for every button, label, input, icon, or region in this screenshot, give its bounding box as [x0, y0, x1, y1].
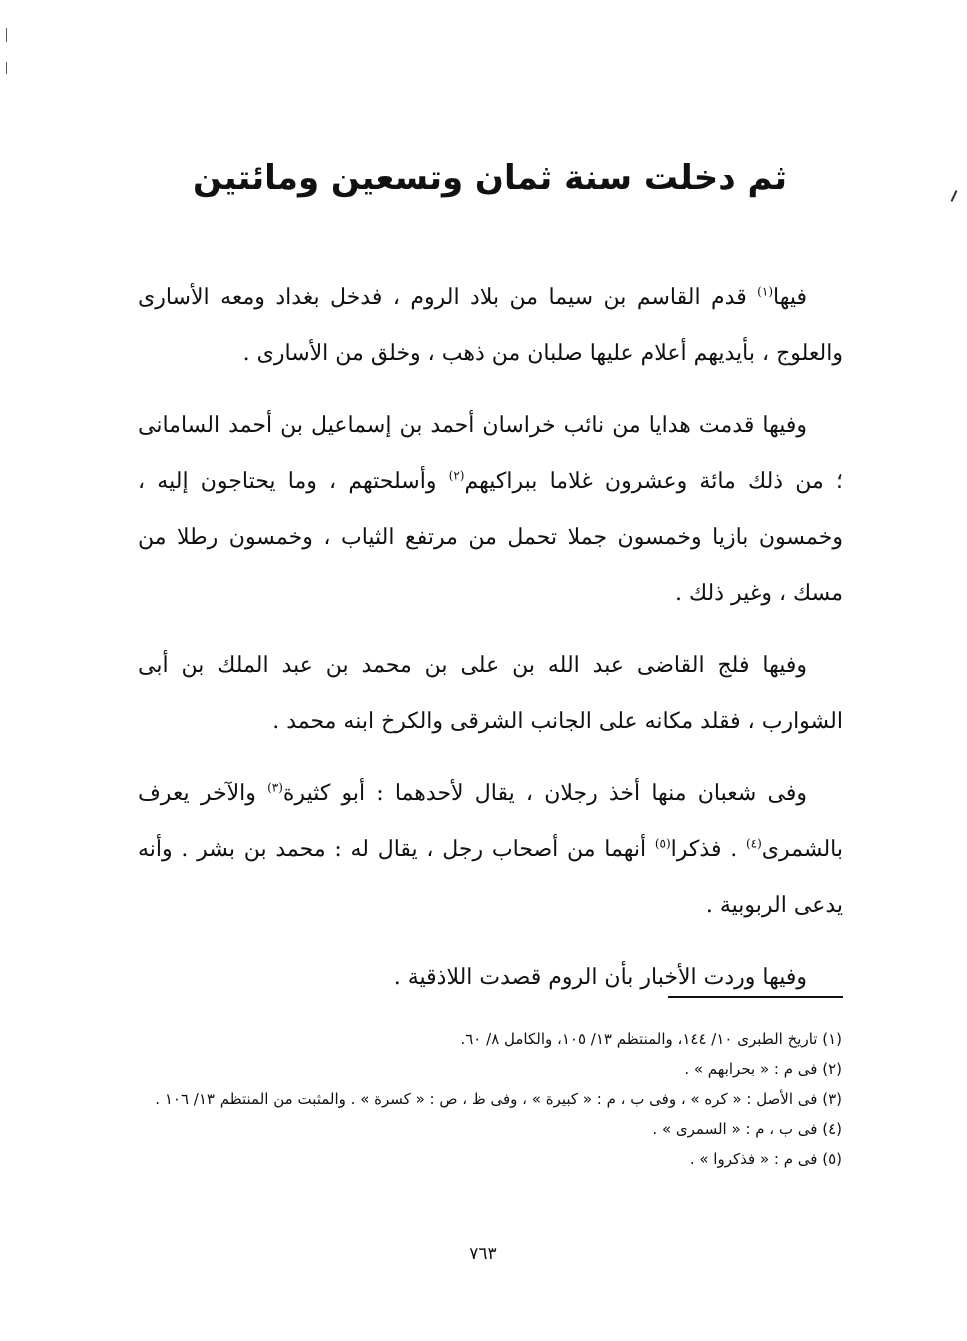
footnote-4: (٤) فى ب ، م : « السمرى » . — [652, 1120, 842, 1138]
body-text — [138, 270, 843, 1022]
paragraph-1: فيها$^{(١)}$ قدم القاسم بن سيما من بلاد الروم ، فدخل بغداد ومعه الأسارى والعلوج ، بأيديهم أعلام عليها صلبان من ذهب ، وخلق من الأسارى . — [138, 284, 843, 366]
scan-edge-mark — [6, 28, 7, 42]
footnote-ref: (٤) — [745, 836, 762, 851]
scan-stray-mark — [951, 190, 958, 202]
footnote-ref: (٣) — [267, 780, 283, 795]
footnote-separator — [668, 996, 843, 998]
paragraph-3: وفيها فلج القاضى عبد الله بن على بن محمد بن عبد الملك بن أبى الشوارب ، فقلد مكانه على الجانب الشرقى والكرخ ابنه محمد . — [138, 653, 843, 734]
footnote-3: (٣) فى الأصل : « كره » ، وفى ب ، م : « كبيرة » ، وفى ظ ، ص : « كسرة » . والمثبت من المنتظم ١٣/ ١٠٦ . — [155, 1090, 842, 1108]
footnote-ref: (٥) — [654, 836, 671, 851]
footnote-1: (١) تاريخ الطبرى ١٠/ ١٤٤، والمنتظم ١٣/ ١٠٥، والكامل ٨/ ٦٠. — [460, 1030, 842, 1048]
scan-edge-mark — [6, 62, 7, 74]
footnote-ref: (٢) — [448, 468, 465, 483]
paragraph-4: وفى شعبان منها أخذ رجلان ، يقال لأحدهما : أبو كثيرة$^{(٣)}$ والآخر يعرف بالشمرى$^{(٤)}$ . فذكرا$^{(٥)}$ أنهما من أصحاب رجل ، يقال له : محمد بن بشر . وأنه يدعى الربوبية . — [138, 780, 843, 918]
page-number: ٧٦٣ — [469, 1244, 497, 1264]
footnotes — [120, 1024, 842, 1174]
chapter-title: ثم دخلت سنة ثمان وتسعين ومائتين — [193, 158, 787, 198]
paragraph-5: وفيها وردت الأخبار بأن الروم قصدت اللاذقية . — [393, 965, 807, 990]
paragraph-2: وفيها قدمت هدايا من نائب خراسان أحمد بن إسماعيل بن أحمد السامانى ؛ من ذلك مائة وعشرون غلاما ببراكيهم$^{(٢)}$ وأسلحتهم ، وما يحتاجون إليه ، وخمسون بازيا وخمسون جملا تحمل من مرتفع الثياب ، وخمسون رطلا من مسك ، وغير ذلك . — [138, 413, 843, 606]
footnote-2: (٢) فى م : « بحرابهم » . — [684, 1060, 842, 1078]
footnote-5: (٥) فى م : « فذكروا » . — [689, 1150, 842, 1168]
footnote-ref: (١) — [757, 284, 773, 299]
